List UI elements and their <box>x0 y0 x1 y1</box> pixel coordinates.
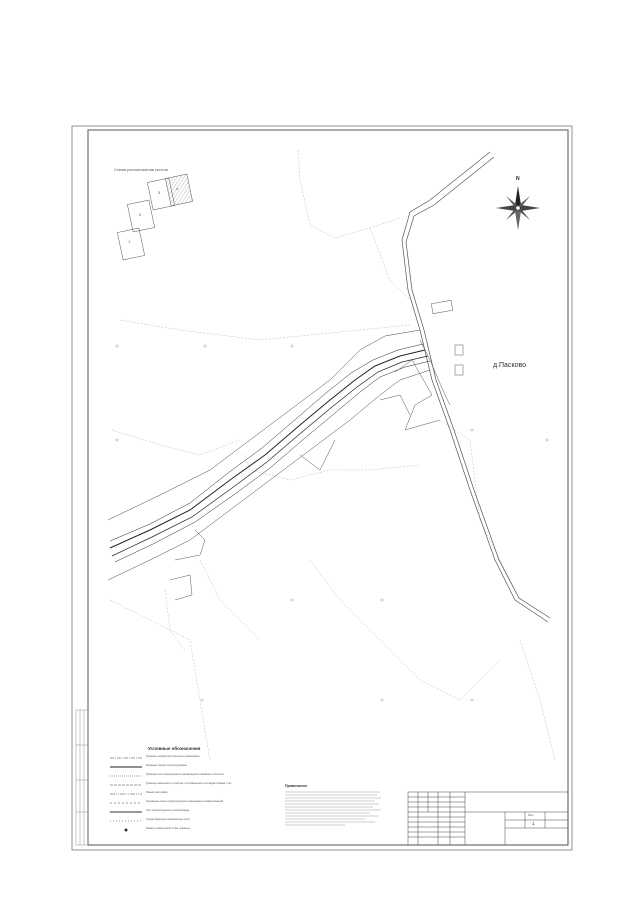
title-block-sheet-number: 1 <box>532 821 535 826</box>
legend-item: Охранные зоны существующих инженерных коммуникаций <box>146 799 224 803</box>
legend-item: Номер поворотной точки границы <box>146 826 190 830</box>
legend-item: Красные линии проектируемые <box>146 763 187 767</box>
outer-frame <box>72 126 572 850</box>
legend-symbols <box>110 758 142 831</box>
legend-item: Ось проектируемого газопровода <box>146 808 190 812</box>
notes-text-lines <box>285 790 385 830</box>
binding-strip <box>76 710 88 845</box>
legend-title: Условные обозначения <box>148 746 201 751</box>
legend-item: Граница территории проекта планировки <box>146 754 200 758</box>
scheme-sheet-2: 2 <box>139 212 142 217</box>
scheme-sheet-1: 1 <box>128 239 131 244</box>
pipeline-corridor <box>110 344 430 562</box>
sheet-layout-scheme <box>117 174 192 260</box>
settlement-label: д.Пасково <box>493 362 527 369</box>
main-road <box>402 152 550 622</box>
scheme-title: Схема расположения листов <box>114 167 168 172</box>
legend-item: Границы зон планируемого размещения линейного объекта <box>146 772 224 776</box>
title-block <box>408 792 568 845</box>
parcel-boundaries <box>110 150 555 760</box>
scheme-sheet-4: 4 <box>176 186 179 191</box>
legend-item: Существующие инженерные сети <box>146 817 190 821</box>
lots-along-corridor <box>170 300 463 600</box>
legend-item: Линии застройки <box>146 790 168 794</box>
title-block-sheet-label: Лист <box>528 814 534 817</box>
scheme-sheet-3: 3 <box>158 190 161 195</box>
north-arrow-icon <box>496 186 540 230</box>
north-label: N <box>516 176 520 182</box>
inner-frame <box>88 130 568 845</box>
legend-item: Граница земельного участка, поставленного на кадастровый учет <box>146 781 232 785</box>
notes-title: Примечания: <box>285 784 308 788</box>
